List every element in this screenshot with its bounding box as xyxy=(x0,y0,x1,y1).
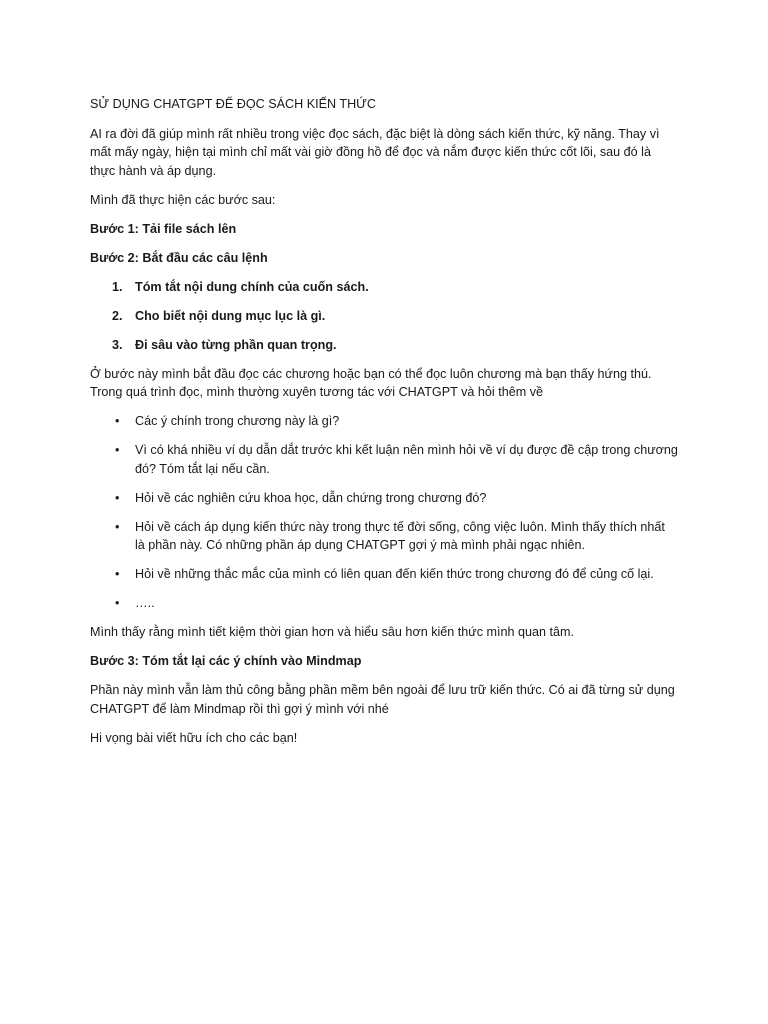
closing-paragraph: Hi vọng bài viết hữu ích cho các bạn! xyxy=(90,730,298,745)
list-item-text: Cho biết nội dung mục lục là gì. xyxy=(135,308,326,323)
list-item-text: Hỏi về các nghiên cứu khoa học, dẫn chứng trong chương đó? xyxy=(135,490,487,505)
bullet-icon: • xyxy=(115,596,120,610)
list-item xyxy=(90,489,678,508)
bullet-icon: • xyxy=(115,567,120,581)
bullet-icon: • xyxy=(115,519,120,534)
list-item xyxy=(90,565,678,584)
list-item-text: Hỏi về những thắc mắc của mình có liên quan đến kiến thức trong chương đó để củng cố lại. xyxy=(135,567,654,581)
list-item-text: ….. xyxy=(135,596,155,610)
steps-intro-paragraph: Mình đã thực hiện các bước sau: xyxy=(90,192,276,207)
step-3-heading: Bước 3: Tóm tắt lại các ý chính vào Mindmap xyxy=(90,654,362,668)
list-item-text: Vì có khá nhiều ví dụ dẫn dắt trước khi kết luận nên mình hỏi về ví dụ được đề cập trong chương đó? Tóm tắt lại nếu cần. xyxy=(135,443,678,476)
bullet-icon: • xyxy=(115,443,120,457)
list-item-text: Hỏi về cách áp dụng kiến thức này trong thực tế đời sống, công việc luôn. Mình thấy thích nhất là phần này. Có những phần áp dụng CHATGPT gợi ý mà mình phải ngạc nhiên. xyxy=(135,519,665,552)
step-2-heading: Bước 2: Bắt đầu các câu lệnh xyxy=(90,250,268,265)
list-item-text: Các ý chính trong chương này là gì? xyxy=(135,414,340,428)
list-item-text: Tóm tắt nội dung chính của cuốn sách. xyxy=(135,279,369,294)
list-number: 3. xyxy=(112,337,123,352)
bullet-icon: • xyxy=(115,490,120,505)
list-item-text: Đi sâu vào từng phần quan trọng. xyxy=(135,337,337,352)
list-number: 1. xyxy=(112,279,123,294)
reading-paragraph: Ở bước này mình bắt đầu đọc các chương hoặc bạn có thể đọc luôn chương mà bạn thấy hứng thú. Trong quá trình đọc, mình thường xuyên tương tác với CHATGPT và hỏi thêm về xyxy=(90,366,652,399)
document-title: SỬ DỤNG CHATGPT ĐỂ ĐỌC SÁCH KIẾN THỨC xyxy=(90,97,377,111)
step-2-numbered-list xyxy=(90,278,678,355)
list-item xyxy=(90,412,678,431)
list-item xyxy=(90,336,678,355)
list-item xyxy=(90,594,678,613)
list-item xyxy=(90,518,678,555)
list-number: 2. xyxy=(112,308,123,323)
step-1-heading: Bước 1: Tải file sách lên xyxy=(90,221,237,236)
summary-paragraph: Mình thấy rằng mình tiết kiệm thời gian hơn và hiểu sâu hơn kiến thức mình quan tâm. xyxy=(90,625,575,639)
intro-paragraph: AI ra đời đã giúp mình rất nhiều trong việc đọc sách, đặc biệt là dòng sách kiến thức, kỹ năng. Thay vì mất mấy ngày, hiện tại mình chỉ mất vài giờ đồng hồ để đọc và nắm được kiến thức cốt lõi, sau đó là thực hành và áp dụng. xyxy=(90,126,660,178)
list-item xyxy=(90,441,678,478)
bullet-icon: • xyxy=(115,414,120,428)
question-bullet-list xyxy=(90,412,678,613)
mindmap-paragraph: Phần này mình vẫn làm thủ công bằng phần mềm bên ngoài để lưu trữ kiến thức. Có ai đã từng sử dụng CHATGPT để làm Mindmap rồi thì gợi ý mình với nhé xyxy=(90,683,675,716)
list-item xyxy=(90,307,678,326)
list-item xyxy=(90,278,678,297)
